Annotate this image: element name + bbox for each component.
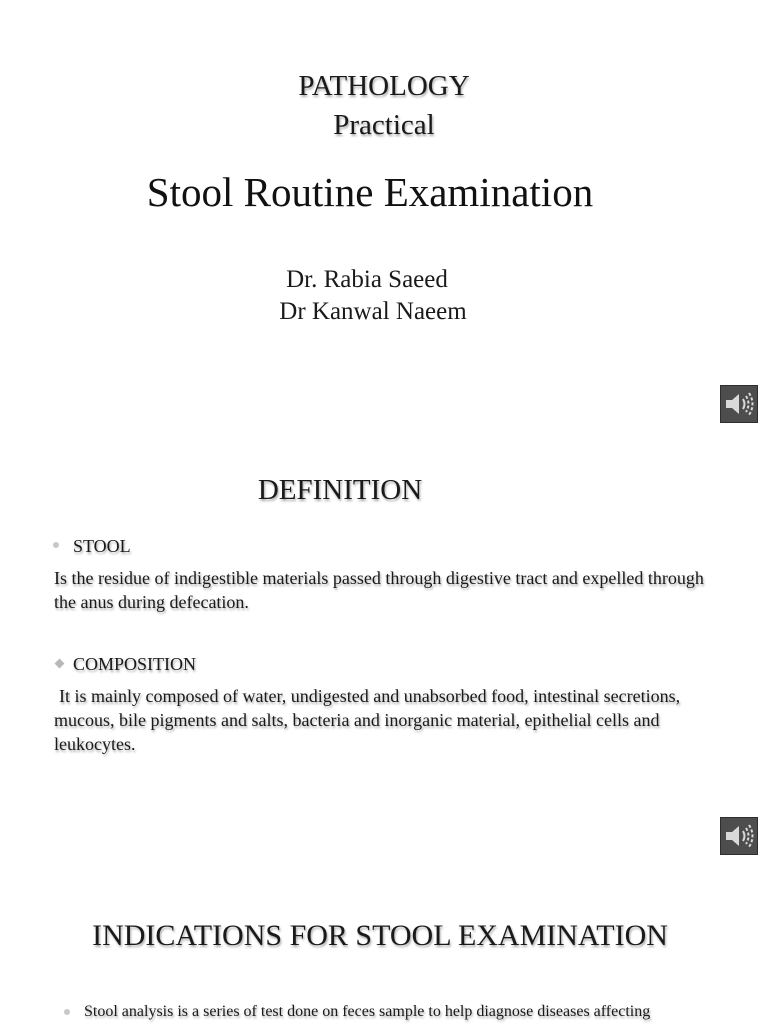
section-heading: INDICATIONS FOR STOOL EXAMINATION [92,919,668,952]
bullet-text: Stool analysis is a series of test done on feces sample to help diagnose diseases affecting [84,1003,651,1020]
section-heading: DEFINITION [257,474,423,506]
author-name: Dr Kanwal Naeem [279,298,467,325]
bullet-icon [64,1009,70,1015]
author-name: Dr. Rabia Saeed [286,266,448,293]
slide-subtitle: Practical [333,109,435,141]
speaker-icon[interactable] [720,385,758,423]
slide-title: Stool Routine Examination [146,169,594,215]
term-label: STOOL [73,536,131,556]
term-definition: It is mainly composed of water, undigested and unabsorbed food, intestinal secretions, mucous, bile pigments and salts, bacteria and inorganic material, epithelial cells and leukocytes. [54,686,681,754]
term-label: COMPOSITION [73,654,197,674]
term-definition: Is the residue of indigestible materials passed through digestive tract and expelled through the anus during defecation. [54,568,704,612]
slide-subject: PATHOLOGY [298,70,470,102]
speaker-icon[interactable] [720,817,758,855]
bullet-icon [53,542,59,548]
bullet-icon [55,659,65,669]
